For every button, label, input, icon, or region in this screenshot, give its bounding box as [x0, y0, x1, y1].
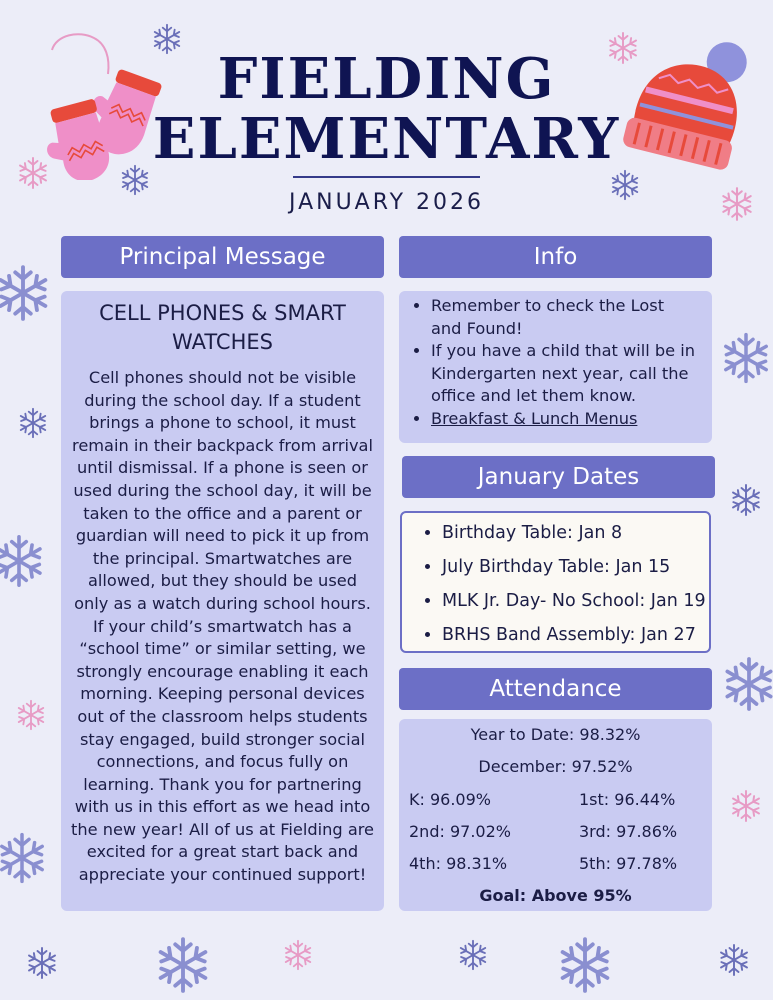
snowflake-icon: [0, 830, 50, 886]
list-item: • MLK Jr. Day- No School: Jan 19: [442, 584, 709, 618]
snowflake-icon: [152, 934, 214, 996]
snowflake-icon: [718, 330, 773, 386]
list-item: • Remember to check the Lost and Found!: [431, 295, 699, 340]
info-panel: [399, 291, 712, 443]
principal-message-body: Cell phones should not be visible during the school day. If a student brings a phone to school, it must remain in their backpack from arrival until dismissal. If a phone is seen or used during the school day, it will be taken to the office and a parent or guardian will need to pick it up from the principal. Smartwatches are allowed, but they should be used only as a watch during school hours. If your child’s smartwatch has a “school time” or similar setting, we strongly encourage enabling it each morning. Keeping personal devices out of the classroom helps students stay engaged, build stronger social connections, and focus fully on learning. Thank you for partnering with us in this effort as we head into the new year! All of us at Fielding are excited for a great start back and appreciate your continued support!: [71, 368, 374, 885]
snowflake-icon: [14, 698, 48, 732]
list-item: [431, 408, 699, 431]
snowflake-icon: [0, 532, 48, 590]
snowflake-icon: [719, 654, 773, 714]
attendance-3rd: 3rd: 97.86%: [579, 822, 678, 841]
newsletter-date: JANUARY 2026: [288, 190, 485, 215]
attendance-k: K: 96.09%: [409, 790, 491, 809]
menus-link[interactable]: Breakfast & Lunch Menus: [431, 408, 638, 428]
snowflake-icon: [0, 262, 54, 324]
attendance-5th: 5th: 97.78%: [579, 854, 678, 873]
list-item: • If you have a child that will be in Kindergarten next year, call the office and let them know.: [431, 340, 699, 408]
principal-message-title: CELL PHONES & SMART WATCHES: [99, 301, 346, 354]
list-item: • Birthday Table: Jan 8: [442, 516, 709, 550]
snowflake-icon: [716, 942, 752, 978]
january-dates-heading: January Dates: [402, 456, 715, 498]
attendance-panel: [399, 719, 712, 911]
title-divider: [293, 176, 480, 178]
attendance-heading: Attendance: [399, 668, 712, 710]
list-item: • BRHS Band Assembly: Jan 27: [442, 618, 709, 652]
snowflake-icon: [24, 945, 60, 981]
attendance-1st: 1st: 96.44%: [579, 790, 676, 809]
january-dates-box: [400, 511, 711, 653]
list-item: • July Birthday Table: Jan 15: [442, 550, 709, 584]
principal-message-panel: [61, 291, 384, 911]
january-dates-list: [402, 513, 709, 652]
attendance-december: December: 97.52%: [478, 757, 633, 776]
info-heading: Info: [399, 236, 712, 278]
attendance-goal: Goal: Above 95%: [479, 886, 632, 905]
attendance-2nd: 2nd: 97.02%: [409, 822, 511, 841]
snowflake-icon: [281, 938, 315, 972]
attendance-ytd: Year to Date: 98.32%: [470, 725, 641, 744]
snowflake-icon: [456, 938, 490, 972]
principal-message-heading: Principal Message: [61, 236, 384, 278]
attendance-4th: 4th: 98.31%: [409, 854, 508, 873]
school-name-line2: ELEMENTARY: [152, 106, 621, 172]
info-list: [399, 295, 699, 431]
snowflake-icon: [16, 406, 50, 440]
snowflake-icon: [728, 788, 764, 824]
school-name-line1: FIELDING: [217, 46, 556, 112]
snowflake-icon: [554, 934, 616, 996]
snowflake-icon: [728, 482, 764, 518]
